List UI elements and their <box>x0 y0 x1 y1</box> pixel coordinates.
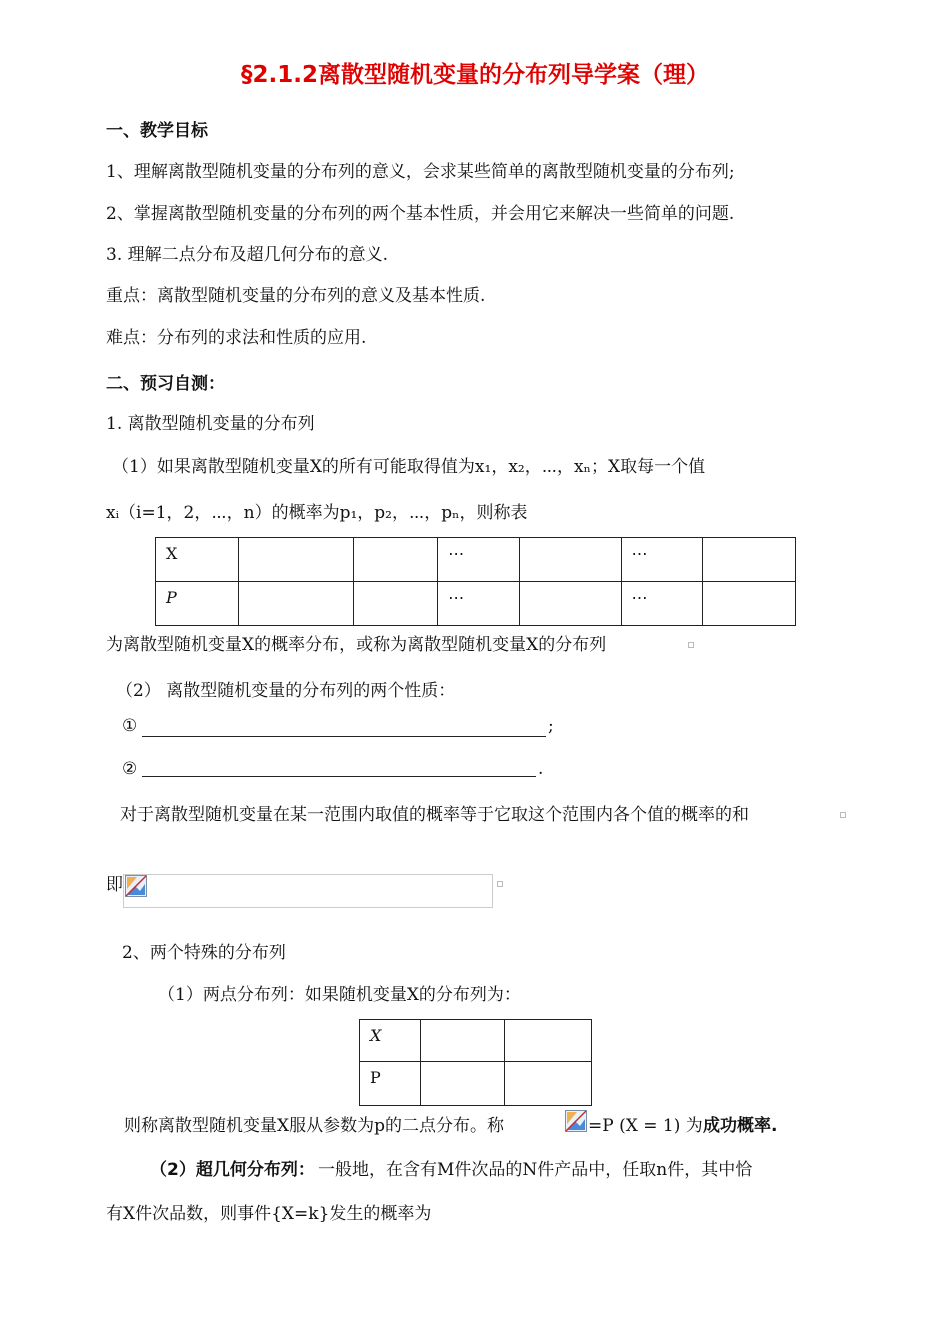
subsection-2-title: 2、两个特殊的分布列 <box>122 943 286 963</box>
hypergeometric-text: 一般地，在含有M件次品的N件产品中，任取n件，其中恰 <box>318 1160 753 1180</box>
hypergeometric-text-2: 有X件次品数，则事件{X=k}发生的概率为 <box>106 1204 432 1224</box>
table-cell <box>354 582 438 626</box>
table-cell <box>519 538 621 582</box>
two-point-table <box>359 1019 592 1106</box>
definition-line-1: （1）如果离散型随机变量X的所有可能取得值为x₁，x₂，⋯，xₙ；X取每一个值 <box>112 457 706 477</box>
table-cell <box>519 582 621 626</box>
table-cell <box>703 538 796 582</box>
table-cell: ⋯ <box>438 582 520 626</box>
table-cell <box>354 538 438 582</box>
subsection-1-title: 1. 离散型随机变量的分布列 <box>106 414 315 434</box>
broken-image-icon <box>565 1110 587 1132</box>
table-row <box>156 582 796 626</box>
property-2-blank <box>142 776 536 777</box>
property-1-end: ; <box>548 716 554 736</box>
table-cell: ⋯ <box>621 538 703 582</box>
two-point-sentence-b: =P (X = 1) 为 <box>588 1116 703 1136</box>
table-cell <box>238 582 354 626</box>
property-2-marker: ② <box>122 759 138 779</box>
placeholder-mark <box>840 812 846 818</box>
table-row <box>360 1020 592 1062</box>
after-table-text: 为离散型随机变量X的概率分布，或称为离散型随机变量X的分布列 <box>106 635 607 655</box>
table-row <box>360 1062 592 1106</box>
placeholder-mark <box>688 642 694 648</box>
table-cell <box>703 582 796 626</box>
two-point-sentence-a: 则称离散型随机变量X服从参数为p的二点分布。称 <box>124 1116 504 1136</box>
objective-2: 2、掌握离散型随机变量的分布列的两个基本性质，并会用它来解决一些简单的问题. <box>106 204 735 224</box>
table-cell: X <box>156 538 239 582</box>
page-title: §2.1.2离散型随机变量的分布列导学案（理） <box>241 62 709 88</box>
table-cell <box>420 1062 504 1106</box>
broken-image-icon <box>125 875 147 897</box>
objective-3: 3. 理解二点分布及超几何分布的意义. <box>106 245 389 265</box>
hypergeometric-label: （2）超几何分布列： <box>150 1160 315 1180</box>
property-1-blank <box>142 736 546 737</box>
table-cell <box>504 1062 591 1106</box>
definition-line-2: xᵢ（i=1，2，⋯，n）的概率为p₁，p₂，⋯，pₙ，则称表 <box>106 503 528 523</box>
table-cell <box>238 538 354 582</box>
table-cell <box>504 1020 591 1062</box>
range-note: 对于离散型随机变量在某一范围内取值的概率等于它取这个范围内各个值的概率的和 <box>120 805 749 825</box>
section2-heading: 二、预习自测： <box>106 374 225 394</box>
table-cell <box>420 1020 504 1062</box>
property-1-marker: ① <box>122 716 138 736</box>
ji-label: 即 <box>106 875 123 895</box>
table-cell: ⋯ <box>438 538 520 582</box>
objective-1: 1、理解离散型随机变量的分布列的意义，会求某些简单的离散型随机变量的分布列; <box>106 162 735 182</box>
table-cell: X <box>360 1020 421 1062</box>
table-cell: P <box>360 1062 421 1106</box>
two-point-intro: （1）两点分布列：如果随机变量X的分布列为： <box>158 985 521 1005</box>
property-2-end: . <box>538 759 544 779</box>
key-point: 重点：离散型随机变量的分布列的意义及基本性质. <box>106 286 486 306</box>
table-cell: ⋯ <box>621 582 703 626</box>
placeholder-mark <box>497 881 503 887</box>
properties-intro: （2） 离散型随机变量的分布列的两个性质： <box>116 681 456 701</box>
distribution-table <box>155 537 796 626</box>
table-row <box>156 538 796 582</box>
formula-image-box <box>123 874 493 908</box>
difficulty: 难点：分布列的求法和性质的应用. <box>106 328 367 348</box>
success-probability: 成功概率. <box>703 1116 778 1136</box>
table-cell: P <box>156 582 239 626</box>
section1-heading: 一、教学目标 <box>106 121 208 141</box>
